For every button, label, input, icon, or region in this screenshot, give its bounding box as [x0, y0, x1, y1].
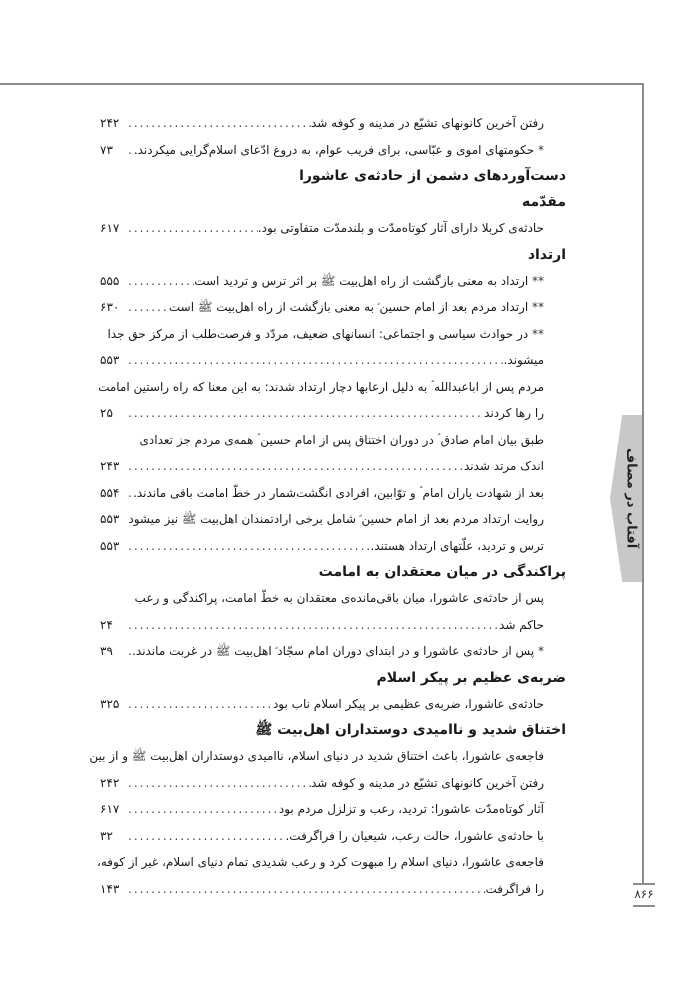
entry-line: [100, 400, 544, 427]
dot-leader: [128, 453, 464, 480]
entry-page-number: ۲۵: [100, 406, 113, 420]
entry-line: [100, 374, 544, 401]
entry-line-text: پس از حادثه‌ی عاشورا و در ابتدای دوران امام سجّاد ؑ اهل‌بیت ﷺ در غربت ماندند.: [132, 644, 535, 658]
bullet-marker: **: [532, 326, 544, 341]
entry-text: [194, 268, 544, 295]
entry-line-text: مردم پس از اباعبدالله ؑ به دلیل ارعابها دچار ارتداد شدند: به این معنا که راه راستین امامت: [98, 379, 544, 394]
entry-line: [100, 137, 544, 164]
entry-page-number: ۵۵۳: [100, 538, 120, 553]
entry-page-number: ۲۴۲: [100, 116, 120, 130]
entry-text: [134, 137, 544, 164]
index-entry: [100, 294, 566, 321]
entry-text: [484, 400, 544, 427]
dot-leader: [128, 400, 484, 427]
section-heading: دست‌آوردهای دشمن از حادثه‌ی عاشورا: [299, 168, 566, 184]
entry-line-text: اندک مرتد شدند: [463, 459, 544, 473]
dot-leader: [128, 638, 132, 665]
entry-line-text: آثار کوتاه‌مدّت عاشورا: تردید، رعب و تزلزل مردم بود: [278, 802, 544, 816]
entry-line-text: را فراگرفت: [485, 881, 544, 896]
dot-leader: [128, 612, 499, 639]
bullet-marker: *: [538, 644, 544, 658]
entry-line-text: رفتن آخرین کانونهای تشیّع در مدینه و کوفه شد: [310, 775, 544, 790]
index-entry: [100, 823, 566, 850]
entry-line: [100, 506, 544, 533]
entry-text: [128, 506, 544, 533]
dot-leader: [128, 347, 504, 374]
entry-line: [100, 638, 544, 665]
entry-text: [486, 876, 545, 903]
dot-leader: [128, 876, 486, 903]
index-entry: [96, 849, 566, 902]
entry-page-number: ۲۴: [100, 617, 113, 632]
entry-line-text: ترس و تردید، علّتهای ارتداد هستند.: [370, 538, 544, 553]
entry-line: [100, 612, 544, 639]
index-entry: [100, 506, 566, 533]
index-entry: [100, 691, 566, 718]
section-heading: پراکندگی در میان معتقدان به امامت: [318, 564, 566, 580]
entry-line-text: حادثه‌ی عاشورا، ضربه‌ی عظیمی بر پیکر اسلام ناب بود: [272, 696, 544, 711]
entry-line-text: حادثه‌ی کربلا دارای آثار کوتاه‌مدّت و بلندمدّت متفاوتی بود.: [257, 221, 544, 235]
index-entry: [100, 137, 566, 164]
entry-page-number: ۲۴۳: [100, 459, 120, 473]
entry-line-text: فاجعه‌ی عاشورا، دنیای اسلام را مبهوت کرد و رعب شدیدی تمام دنیای اسلام، غیر از کوفه،: [96, 855, 544, 869]
dot-leader: [128, 770, 311, 797]
index-content: [89, 110, 566, 902]
entry-page-number: ۲۴۲: [100, 775, 120, 790]
entry-page-number: ۶۳۰: [100, 300, 120, 314]
page-number: ۸۶۶: [634, 887, 654, 901]
entry-line-text: ارتداد به معنی بازگشت از راه اهل‌بیت ﷺ بر اثر ترس و تردید است: [194, 273, 529, 288]
entry-text: [311, 110, 544, 137]
entry-text: [98, 374, 544, 401]
entry-line-text: با حادثه‌ی عاشورا، حالت رعب، شیعیان را فراگرفت.: [285, 828, 544, 843]
entry-line: [100, 110, 544, 137]
entry-page-number: ۵۵۳: [100, 512, 120, 526]
dot-leader: [128, 533, 371, 560]
bullet-marker: **: [532, 300, 544, 314]
entry-page-number: ۱۴۳: [100, 881, 120, 896]
entry-line: [100, 585, 544, 612]
entry-text: [311, 770, 544, 797]
entry-line: [96, 849, 544, 876]
section-heading: مقدّمه: [522, 194, 566, 210]
entry-line-text: پس از حادثه‌ی عاشورا، میان باقی‌مانده‌ی معتقدان به خطّ امامت، پراکندگی و رعب: [134, 591, 544, 605]
entry-line: [100, 427, 544, 454]
entry-page-number: ۳۹: [100, 644, 113, 658]
index-entry: [100, 796, 566, 823]
entry-page-number: ۵۵۵: [100, 273, 120, 288]
dot-leader: [128, 215, 258, 242]
bullet-marker: **: [532, 273, 544, 288]
index-entry: [100, 268, 566, 295]
entry-line-text: را رها کردند: [484, 406, 544, 420]
dot-leader: [128, 480, 133, 507]
entry-page-number: ۶۱۷: [100, 221, 120, 235]
index-entry: [89, 743, 566, 796]
entry-text: [504, 347, 544, 374]
entry-page-number: ۳۲۵: [100, 696, 120, 711]
bullet-marker: *: [538, 142, 544, 157]
index-entry: [100, 215, 566, 242]
entry-line-text: رفتن آخرین کانونهای تشیّع در مدینه و کوفه شد: [310, 116, 544, 130]
dot-leader: [128, 691, 273, 718]
entry-line: [100, 876, 544, 903]
index-entry: [100, 533, 566, 560]
entry-text: [100, 427, 544, 454]
dot-leader: [128, 823, 285, 850]
index-entry: [100, 110, 566, 137]
entry-text: [464, 453, 544, 480]
entry-text: [133, 480, 544, 507]
entry-page-number: ۵۵۴: [100, 485, 120, 500]
entry-text: [499, 612, 544, 639]
section-heading: اختناق شدید و ناامیدی دوستداران اهل‌بیت ﷺ: [255, 722, 566, 738]
entry-page-number: ۵۵۳: [100, 353, 120, 367]
entry-line: [100, 453, 544, 480]
chapter-tab-label: [621, 415, 641, 582]
entry-line: [100, 294, 544, 321]
entry-text: [100, 321, 544, 348]
entry-line-text: در حوادث سیاسی و اجتماعی: انسانهای ضعیف، مردّد و فرصت‌طلب از مرکز حق جدا: [107, 326, 529, 341]
entry-text: [100, 585, 544, 612]
entry-line: [100, 268, 544, 295]
index-entry: [100, 480, 566, 507]
entry-text: [279, 796, 544, 823]
entry-line-text: فاجعه‌ی عاشورا، باعث اختناق شدید در دنیای اسلام، ناامیدی دوستداران اهل‌بیت ﷺ و از بین: [89, 749, 544, 763]
dot-leader: [128, 268, 194, 295]
entry-line: [89, 743, 544, 770]
entry-line-text: طبق بیان امام صادق ؑ در دوران اختناق پس از امام حسین ؑ همه‌ی مردم جز تعدادی: [139, 432, 544, 447]
dot-leader: [128, 110, 311, 137]
entry-text: [97, 849, 544, 876]
margin-rule: [642, 83, 644, 884]
dot-leader: [128, 796, 279, 823]
entry-line-text: میشوند.: [503, 353, 544, 367]
entry-line-text: حاکم شد: [499, 617, 544, 632]
entry-text: [285, 823, 544, 850]
entry-text: [258, 215, 544, 242]
dot-leader: [128, 294, 169, 321]
index-entry: [100, 374, 566, 427]
dot-leader: [128, 137, 134, 164]
entry-page-number: ۶۱۷: [100, 802, 120, 816]
entry-line: [100, 347, 544, 374]
entry-line-text: بعد از شهادت یاران امام ؑ و توّابین، افرادی انگشت‌شمار در خطّ امامت باقی ماندند.: [133, 485, 544, 500]
entry-line-text: ارتداد مردم بعد از امام حسین ؑ به معنی بازگشت از راه اهل‌بیت ﷺ است: [168, 300, 529, 314]
entry-text: [169, 294, 544, 321]
index-entry: [100, 321, 566, 374]
index-entry: [100, 638, 566, 665]
entry-line: [100, 770, 544, 797]
entry-page-number: ۷۳: [100, 142, 113, 157]
entry-line: [100, 533, 544, 560]
entry-page-number: ۳۲: [100, 828, 113, 843]
entry-line: [100, 321, 544, 348]
entry-line-text: روایت ارتداد مردم بعد از امام حسین ؑ شامل برخی ارادتمندان اهل‌بیت ﷺ نیز میشود: [128, 512, 544, 526]
page-number-rule-bottom: [633, 905, 655, 907]
entry-text: [273, 691, 544, 718]
entry-line: [100, 823, 544, 850]
index-entry: [100, 585, 566, 638]
entry-line: [100, 480, 544, 507]
index-entry: [100, 427, 566, 480]
section-heading: ضربه‌ی عظیم بر پیکر اسلام: [376, 669, 566, 686]
header-rule: [0, 83, 644, 85]
entry-text: [132, 638, 544, 665]
entry-text: [371, 533, 544, 560]
entry-line: [100, 796, 544, 823]
chapter-tab-title: آفتاب در مصاف: [623, 448, 639, 549]
entry-line: [100, 691, 544, 718]
entry-line: [100, 215, 544, 242]
entry-text: [89, 743, 544, 770]
entry-line-text: حکومتهای اموی و عبّاسی، برای فریب عوام، به دروغ ادّعای اسلام‌گرایی میکردند.: [133, 142, 535, 157]
section-heading: ارتداد: [527, 246, 566, 263]
